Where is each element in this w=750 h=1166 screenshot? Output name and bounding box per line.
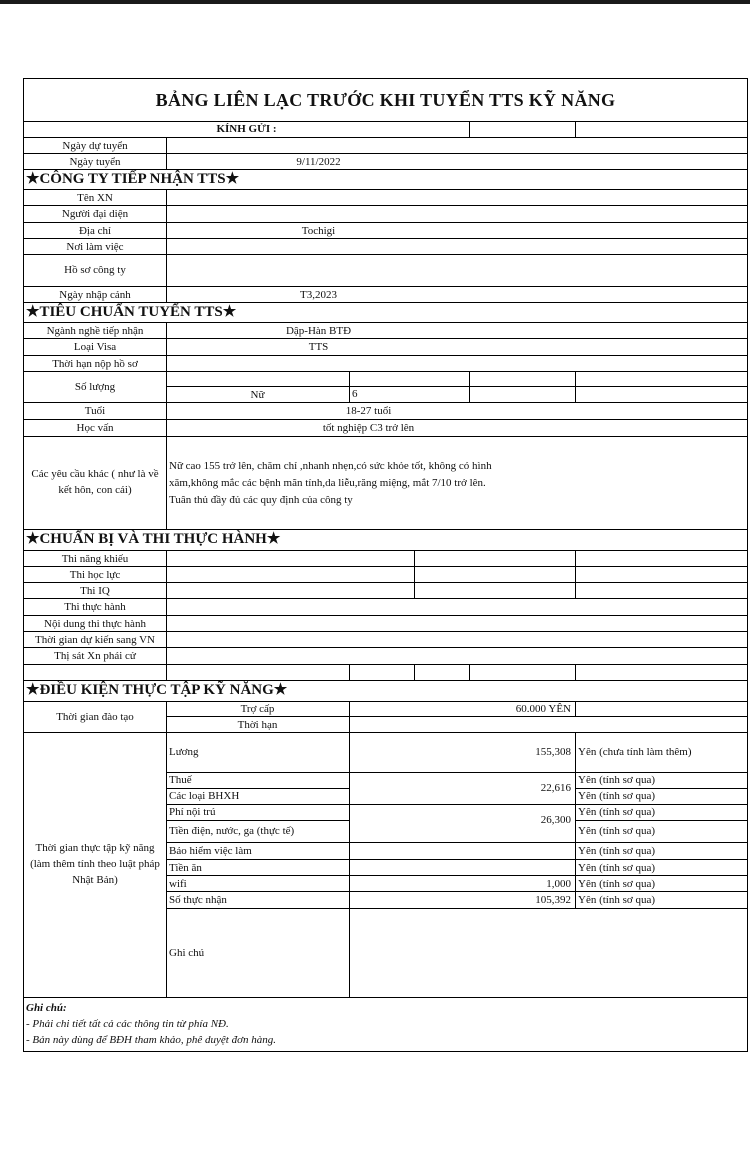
so-luong-nu-label: Nữ [250,389,265,401]
yeu-cau-line-1: Nữ cao 155 trở lên, chăm chỉ ,nhanh nhẹn,có sức khỏe tốt, không có hình [169,460,492,472]
ngay-du-tuyen-label: Ngày dự tuyển [62,139,128,152]
phi-noi-tru-label: Phí nội trú [169,806,216,818]
noi-lam-viec-label: Nơi làm việc [66,240,124,253]
ngay-tuyen-label: Ngày tuyển [69,155,121,168]
kinh-gui-label: KÍNH GỬI : [216,123,277,135]
ngay-du-tuyen-value[interactable] [166,138,471,153]
ghi-chu-value[interactable] [349,909,745,997]
thoi-gian-dao-tao-label: Thời gian đào tạo [56,711,134,723]
section-conditions-title: ★ĐIỀU KIỆN THỰC TẬP KỸ NĂNG★ [26,682,288,698]
contact-form [23,78,748,1052]
top-bar [0,0,750,4]
thue-label: Thuế [169,774,192,786]
noi-lam-viec-value[interactable] [166,239,471,254]
form-title: BẢNG LIÊN LẠC TRƯỚC KHI TUYỂN TTS KỸ NĂNG [155,90,616,110]
section-criteria-title: ★TIÊU CHUẨN TUYỂN TTS★ [26,304,237,320]
ghi-chu-label: Ghi chú [169,947,205,959]
exam-item: Nội dung thi thực hành [44,617,146,630]
footer-line-1: - Phải chi tiết tất cả các thông tin từ phía NĐ. [26,1018,229,1030]
wifi-note: Yên (tính sơ qua) [578,877,655,890]
nguoi-dai-dien-label: Người đại diện [61,207,129,220]
nguoi-dai-dien-value[interactable] [166,206,471,221]
tro-cap-value[interactable]: 60.000 YÊN [515,703,571,715]
exam-item: Thi học lực [69,568,121,581]
thue-bhxh-value[interactable]: 22,616 [540,782,571,794]
nganh-nghe-value[interactable]: Dập-Hàn BTĐ [285,324,352,337]
tien-an-label: Tiền ăn [169,861,202,874]
yeu-cau-label: Các yêu cầu khác ( như là về kết hôn, con cái) [31,468,159,496]
yeu-cau-value[interactable] [169,458,744,518]
yeu-cau-line-2: xăm,không mắc các bệnh mãn tính,da liễu,răng miệng, mắt 7/10 trở lên. [169,477,486,489]
footer-notes [26,1000,741,1050]
hoc-van-value[interactable]: tốt nghiệp C3 trở lên [322,421,415,434]
exam-item: Thi IQ [80,584,110,597]
bao-hiem-note: Yên (tính sơ qua) [578,844,655,857]
exam-item: Thời gian dự kiến sang VN [34,633,156,646]
luong-label: Lương [169,746,199,758]
ngay-nhap-canh-label: Ngày nhập cảnh [59,288,131,301]
luong-value[interactable]: 155,308 [535,746,571,758]
so-thuc-nhan-value[interactable]: 105,392 [535,893,571,906]
thoi-han-value[interactable] [166,356,471,371]
section-company-title: ★CÔNG TY TIẾP NHẬN TTS★ [26,171,240,187]
exam-item: Thị sát Xn phái cử [54,649,136,662]
so-luong-nu-value[interactable]: 6 [352,388,358,400]
thoi-han-label: Thời hạn nộp hồ sơ [52,357,138,370]
dia-chi-value[interactable]: Tochigi [301,224,336,237]
hoc-van-label: Học vấn [76,421,114,434]
section-exam-title: ★CHUẨN BỊ VÀ THI THỰC HÀNH★ [26,531,281,547]
tuoi-value[interactable]: 18-27 tuổi [345,404,392,417]
footer-line-2: - Bản này dùng để BĐH tham khảo, phê duyệt đơn hàng. [26,1034,276,1046]
thuc-tap-label: Thời gian thực tập kỹ năng (làm thêm tính theo luật pháp Nhật Bản) [30,842,160,886]
so-luong-label: Số lượng [74,381,116,393]
ten-xn-value[interactable] [166,190,471,205]
exam-item: Thi năng khiếu [61,552,129,565]
bhxh-label: Các loại BHXH [169,790,240,802]
wifi-value[interactable]: 1,000 [546,877,571,890]
tuoi-label: Tuổi [84,404,106,417]
nganh-nghe-label: Ngành nghề tiếp nhận [46,324,144,337]
exam-item: Thi thực hành [64,600,126,613]
tien-dien-label: Tiền điện, nước, ga (thực tế) [169,825,295,837]
tien-an-note: Yên (tính sơ qua) [578,861,655,874]
bao-hiem-label: Bảo hiểm việc làm [169,844,252,857]
so-thuc-nhan-label: Số thực nhận [169,893,227,906]
noitru-dien-value[interactable]: 26,300 [540,814,571,826]
loai-visa-value[interactable]: TTS [308,340,329,353]
phi-noi-tru-note: Yên (tính sơ qua) [578,806,655,818]
footer-title: Ghi chú: [26,1002,67,1014]
ten-xn-label: Tên XN [77,191,113,204]
tien-dien-note: Yên (tính sơ qua) [578,825,655,837]
yeu-cau-line-3: Tuân thủ đầy đủ các quy định của công ty [169,494,353,506]
ho-so-label: Hồ sơ công ty [64,264,126,276]
dia-chi-label: Địa chỉ [78,224,112,237]
ho-so-value[interactable] [166,255,471,285]
thoi-han-dao-tao-label: Thời hạn [237,718,278,731]
tro-cap-label: Trợ cấp [240,703,275,715]
bhxh-note: Yên (tính sơ qua) [578,790,655,802]
luong-note: Yên (chưa tính làm thêm) [578,746,692,758]
so-thuc-nhan-note: Yên (tính sơ qua) [578,893,655,906]
ngay-nhap-canh-value[interactable]: T3,2023 [300,288,337,301]
wifi-label: wifi [169,877,187,890]
thue-note: Yên (tính sơ qua) [578,774,655,786]
loai-visa-label: Loại Visa [73,340,117,353]
ngay-tuyen-value[interactable]: 9/11/2022 [296,155,341,168]
